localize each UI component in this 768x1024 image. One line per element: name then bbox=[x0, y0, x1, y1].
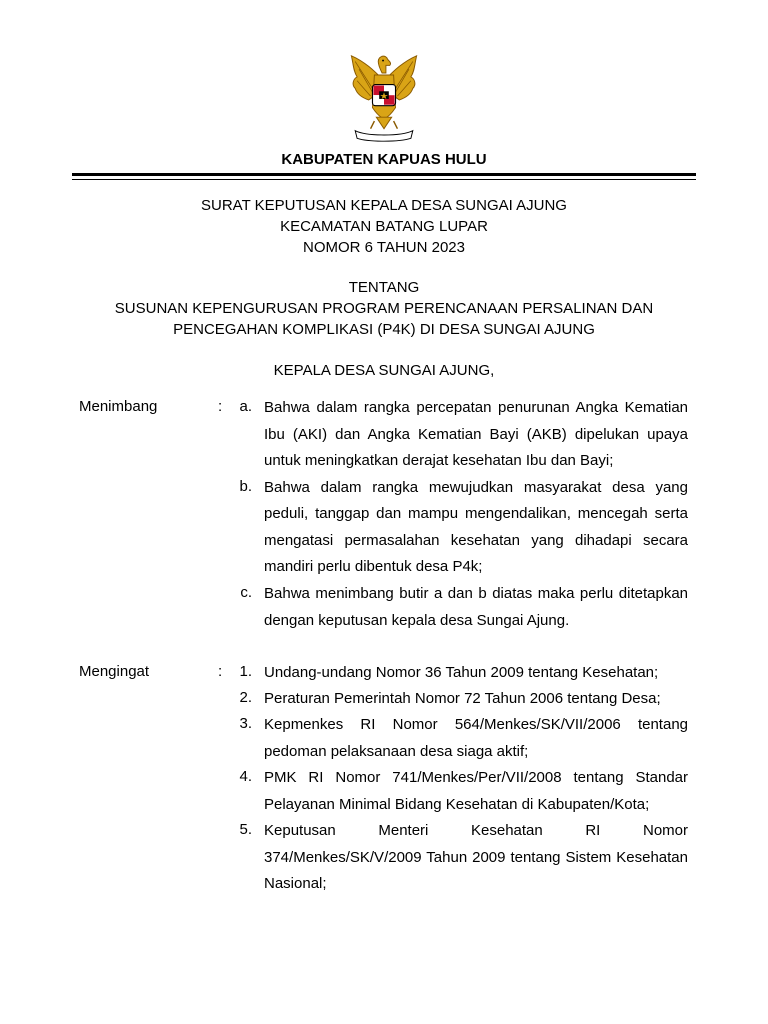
header-double-rule-thin bbox=[72, 179, 696, 180]
header-double-rule-thick bbox=[72, 173, 696, 176]
mengingat-colon: : bbox=[218, 663, 223, 680]
issuer-line: KEPALA DESA SUNGAI AJUNG, bbox=[273, 362, 495, 379]
list-item-line: mengatasi permasalahan kesehatan yang dihadapi secara bbox=[264, 532, 688, 549]
list-marker: 3. bbox=[239, 715, 252, 732]
list-item-line: dengan keputusan kepala desa Sungai Ajung. bbox=[264, 612, 570, 629]
list-item-line: Peraturan Pemerintah Nomor 72 Tahun 2006 tentang Desa; bbox=[264, 690, 661, 707]
title-line-2: KECAMATAN BATANG LUPAR bbox=[280, 218, 488, 235]
menimbang-label: Menimbang bbox=[79, 398, 158, 415]
list-item-line: Pelayanan Minimal Bidang Kesehatan di Kabupaten/Kota; bbox=[264, 796, 650, 813]
regency-heading: KABUPATEN KAPUAS HULU bbox=[281, 151, 487, 168]
list-item-line: mandiri perlu dibentuk desa P4k; bbox=[264, 558, 483, 575]
list-marker: 2. bbox=[239, 689, 252, 706]
list-item-line: peduli, tanggap dan mampu mengendalikan, mencegah serta bbox=[264, 505, 688, 522]
about-heading: TENTANG bbox=[348, 279, 420, 296]
list-item-line: Nasional; bbox=[264, 875, 327, 892]
list-item-line: Keputusan Menteri Kesehatan RI Nomor bbox=[264, 822, 688, 839]
list-item-line: Kepmenkes RI Nomor 564/Menkes/SK/VII/2006 tentang bbox=[264, 716, 688, 733]
list-item-line: Undang-undang Nomor 36 Tahun 2009 tentang Kesehatan; bbox=[264, 664, 659, 681]
list-item-line: 374/Menkes/SK/V/2009 Tahun 2009 tentang Sistem Kesehatan bbox=[264, 849, 688, 866]
list-item-line: Bahwa menimbang butir a dan b diatas maka perlu ditetapkan bbox=[264, 585, 688, 602]
list-marker: a. bbox=[239, 398, 252, 415]
list-item-line: PMK RI Nomor 741/Menkes/Per/VII/2008 tentang Standar bbox=[264, 769, 688, 786]
title-line-1: SURAT KEPUTUSAN KEPALA DESA SUNGAI AJUNG bbox=[201, 197, 567, 214]
title-line-3: NOMOR 6 TAHUN 2023 bbox=[303, 239, 465, 256]
list-marker: 1. bbox=[239, 663, 252, 680]
list-item-line: Bahwa dalam rangka mewujudkan masyarakat desa yang bbox=[264, 479, 688, 496]
list-item-line: untuk meningkatkan derajat kesehatan Ibu dan Bayi; bbox=[264, 452, 614, 469]
list-item-line: pedoman pelaksanaan desa siaga aktif; bbox=[264, 743, 529, 760]
list-marker: 5. bbox=[239, 821, 252, 838]
about-line-1: SUSUNAN KEPENGURUSAN PROGRAM PERENCANAAN PERSALINAN DAN bbox=[114, 300, 654, 317]
list-marker: c. bbox=[240, 584, 252, 601]
list-item-line: Bahwa dalam rangka percepatan penurunan Angka Kematian bbox=[264, 399, 688, 416]
garuda-emblem-icon bbox=[336, 50, 432, 146]
list-item-line: Ibu (AKI) dan Angka Kematian Bayi (AKB) dipelukan upaya bbox=[264, 426, 688, 443]
about-line-2: PENCEGAHAN KOMPLIKASI (P4K) DI DESA SUNGAI AJUNG bbox=[173, 321, 595, 338]
list-marker: b. bbox=[239, 478, 252, 495]
mengingat-label: Mengingat bbox=[79, 663, 150, 680]
list-marker: 4. bbox=[239, 768, 252, 785]
menimbang-colon: : bbox=[218, 398, 223, 415]
